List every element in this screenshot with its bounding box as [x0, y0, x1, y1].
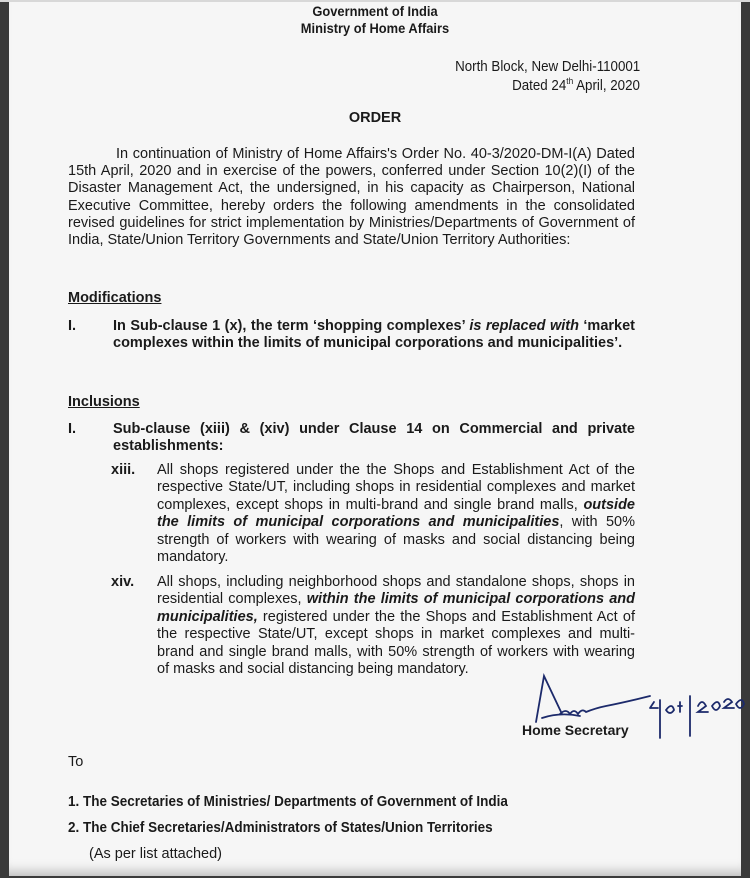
header-government: Government of India	[312, 3, 438, 19]
text-italic: is replaced with	[469, 318, 579, 334]
recipient-note: (As per list attached)	[89, 846, 222, 862]
signature-icon	[520, 672, 750, 752]
header-ministry: Ministry of Home Affairs	[300, 20, 450, 36]
text-part: All shops, including neighborhood shops and standalone shops, shops in residential complexes,	[157, 574, 635, 608]
order-title: ORDER	[348, 110, 402, 126]
item-text: Sub-clause (xiii) & (xiv) under Clause 14 on Commercial and private establishments:	[113, 421, 635, 455]
inclusion-item	[68, 421, 635, 455]
item-number: I.	[68, 318, 77, 334]
modification-item	[68, 318, 635, 352]
address-location: North Block, New Delhi-110001	[454, 59, 640, 75]
item-number: I.	[68, 421, 77, 437]
date-prefix: Dated 24	[512, 77, 567, 94]
subclause-text	[157, 574, 635, 678]
recipient-item: 2. The Chief Secretaries/Administrators of States/Union Territories	[68, 820, 493, 836]
date-suffix: April, 2020	[573, 77, 640, 94]
subclause-number: xiii.	[111, 462, 136, 478]
text-part: In Sub-clause 1 (x), the term ‘shopping complexes’	[113, 318, 470, 334]
subclause-text	[157, 462, 635, 566]
subclause-xiii	[111, 462, 635, 566]
subclause-number: xiv.	[111, 574, 135, 590]
intro-paragraph: In continuation of Ministry of Home Affairs's Order No. 40-3/2020-DM-I(A) Dated 15th April, 2020 and in exercise of the powers, conferred under Section 10(2)(I) of the Disaster Management Act, the undersigned, in his capacity as Chairperson, National Executive Committee, hereby orders the following amendments in the consolidated revised guidelines for strict implementation by Ministries/Departments of Government of India, State/Union Territory Governments and State/Union Territory Authorities:	[68, 146, 635, 249]
text-part: , with 50% strength of workers with wearing of masks and social distancing being mandatory.	[157, 514, 635, 566]
text-bold-italic: within the limits of municipal corporations and municipalities,	[157, 591, 635, 625]
modifications-heading: Modifications	[68, 290, 162, 306]
text-bold-italic: outside the limits of municipal corporations and municipalities	[157, 496, 635, 531]
to-label: To	[68, 754, 84, 770]
item-text	[113, 318, 635, 352]
address-date	[512, 76, 640, 94]
text-part: All shops registered under the the Shops and Establishment Act of the respective State/UT, including shops in residential complexes and market complexes, except shops in multi-brand and single brand malls,	[157, 462, 635, 513]
text-part: ‘market complexes within the limits of municipal corporations and municipalities’.	[113, 318, 635, 352]
date-sup: th	[566, 76, 574, 86]
text-part: registered under the the Shops and Establishment Act of the respective State/UT, except shops in market complexes and multi-brand and single brand malls, with 50% strength of workers with wearing of masks and social distancing being mandatory.	[157, 608, 635, 678]
recipient-item: 1. The Secretaries of Ministries/ Departments of Government of India	[68, 794, 508, 810]
subclause-xiv	[111, 574, 635, 678]
signatory-title: Home Secretary	[522, 722, 629, 738]
inclusions-heading: Inclusions	[68, 394, 140, 410]
